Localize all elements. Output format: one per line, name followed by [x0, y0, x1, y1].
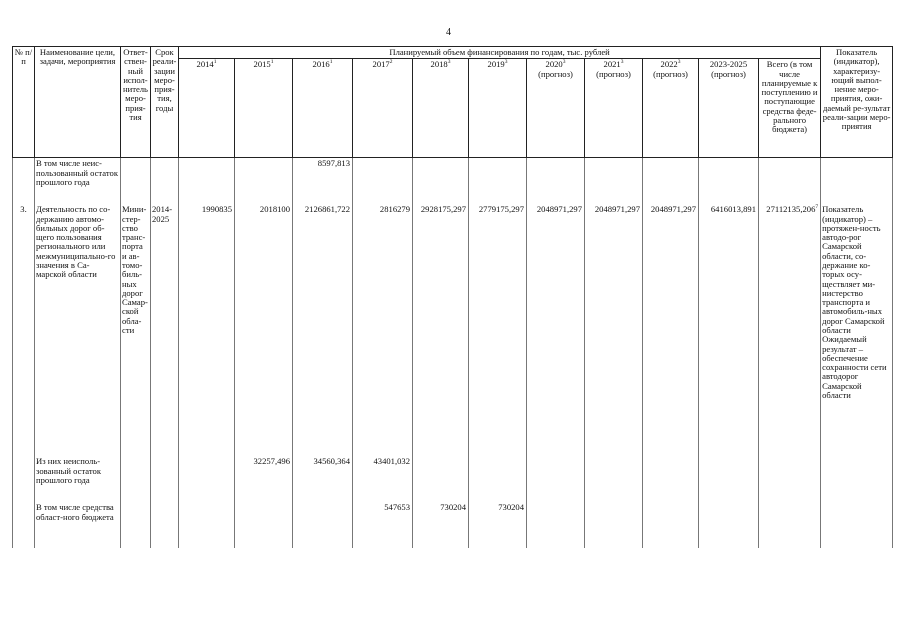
year-footnote: 1: [329, 59, 333, 66]
year-footnote: 3: [504, 59, 508, 66]
header-year: [643, 59, 699, 158]
table-row: [13, 502, 893, 548]
row-value: [235, 158, 293, 205]
row-value: 2779175,297: [469, 204, 527, 456]
row-num: [13, 456, 35, 502]
year-label: 2016: [312, 59, 330, 70]
row-value: [643, 456, 699, 502]
year-footnote: 3: [447, 59, 451, 66]
header-row-top: [13, 47, 893, 59]
row-responsible: [121, 158, 151, 205]
row-value: 2018100: [235, 204, 293, 456]
row-value: [643, 502, 699, 548]
row-total: [759, 204, 821, 456]
header-name: Наименование цели, задачи, мероприятия: [35, 47, 121, 158]
header-year: [699, 59, 759, 158]
row-responsible: Мини-стер-ство транс-порта и ав-томо-биль-ных дорог Самар-ской обла-сти: [121, 204, 151, 456]
row-value: [585, 502, 643, 548]
year-sub: (прогноз): [711, 68, 746, 79]
table-row: [13, 204, 893, 456]
row-value: 2048971,297: [527, 204, 585, 456]
row-value: [469, 456, 527, 502]
row-value: 2048971,297: [643, 204, 699, 456]
year-sub: (прогноз): [596, 68, 631, 79]
row-value: 2816279: [353, 204, 413, 456]
row-value: [469, 158, 527, 205]
year-label: 2019: [487, 59, 505, 70]
header-responsible: Ответ-ствен-ный испол-нитель меро-прия-тия: [121, 47, 151, 158]
row-total: [759, 502, 821, 548]
financing-plan-table: [12, 46, 893, 548]
year-footnote: 1: [270, 59, 274, 66]
row-indicator: Показатель (индикатор) – протяжен-ность автодо-рог Самарской области, со-держание ко-торых осу-ществляет ми-нистерство транспорта и автомобиль-ных дорог Самарской области Ожидаемый результат – обеспечение сохранности сети автодорог Самарской области: [821, 204, 893, 456]
header-year: [413, 59, 469, 158]
row-value: [585, 158, 643, 205]
row-value: [585, 456, 643, 502]
header-year: [585, 59, 643, 158]
row-value: [413, 158, 469, 205]
header-year: [293, 59, 353, 158]
header-year: [527, 59, 585, 158]
header-financing-group: Планируемый объем финансирования по годам, тыс. рублей: [179, 47, 821, 59]
row-value: [413, 456, 469, 502]
row-indicator: [821, 502, 893, 548]
table-row: [13, 456, 893, 502]
row-num: [13, 158, 35, 205]
year-footnote: 2: [389, 59, 393, 66]
row-value: 34560,364: [293, 456, 353, 502]
row-term: 2014-2025: [151, 204, 179, 456]
year-sub: (прогноз): [653, 68, 688, 79]
row-total-value: 27112135,206: [766, 204, 816, 215]
row-name: В том числе средства област-ного бюджета: [35, 502, 121, 548]
year-footnote: 3: [620, 59, 624, 66]
header-year: [353, 59, 413, 158]
year-label: 2023-2025: [709, 59, 748, 70]
row-value: 6416013,891: [699, 204, 759, 456]
header-year: [235, 59, 293, 158]
row-value: [527, 502, 585, 548]
row-value: [353, 158, 413, 205]
row-value: [699, 158, 759, 205]
row-value: [699, 456, 759, 502]
year-label: 2017: [372, 59, 390, 70]
row-name: В том числе неис-пользованный остаток прошлого года: [35, 158, 121, 205]
header-term: Срок реали-зации меро-прия-тия, годы: [151, 47, 179, 158]
year-footnote: 3: [677, 59, 681, 66]
row-value: 1990835: [179, 204, 235, 456]
row-value: [699, 502, 759, 548]
row-name: Деятельность по со-держанию автомо-бильных дорог об-щего пользования регионального или межмуниципально-го значения в Са-марской области: [35, 204, 121, 456]
year-footnote: 3: [562, 59, 566, 66]
row-total-footnote: 7: [815, 204, 819, 211]
row-value: [235, 502, 293, 548]
row-value: 43401,032: [353, 456, 413, 502]
header-year: [469, 59, 527, 158]
row-name: Из них неисполь-зованный остаток прошлого года: [35, 456, 121, 502]
row-value: [293, 502, 353, 548]
header-total: Всего (в том числе планируемые к поступлению и поступающие средства феде-рального бюджета): [759, 59, 821, 158]
row-responsible: [121, 456, 151, 502]
row-value: [527, 158, 585, 205]
row-value: 32257,496: [235, 456, 293, 502]
row-value: 547653: [353, 502, 413, 548]
year-label: 2015: [253, 59, 271, 70]
year-footnote: 1: [213, 59, 217, 66]
table-row: [13, 158, 893, 205]
row-num: 3.: [13, 204, 35, 456]
row-indicator: [821, 456, 893, 502]
year-label: 2014: [196, 59, 214, 70]
row-num: [13, 502, 35, 548]
row-value: 2928175,297: [413, 204, 469, 456]
row-value: [179, 456, 235, 502]
row-value: [527, 456, 585, 502]
row-responsible: [121, 502, 151, 548]
row-value: 730204: [413, 502, 469, 548]
year-label: 2018: [430, 59, 448, 70]
header-indicator: Показатель (индикатор), характеризу-ющий выпол-нение меро-приятия, ожи-даемый ре-зультат реали-зации меро-приятия: [821, 47, 893, 158]
row-indicator: [821, 158, 893, 205]
row-value: [179, 502, 235, 548]
header-year: [179, 59, 235, 158]
row-value: 2126861,722: [293, 204, 353, 456]
page-number: 4: [446, 27, 451, 38]
year-sub: (прогноз): [538, 68, 573, 79]
year-label: 2020: [545, 59, 563, 70]
row-term: [151, 158, 179, 205]
header-num: № п/п: [13, 47, 35, 158]
year-label: 2021: [603, 59, 621, 70]
row-term: [151, 502, 179, 548]
row-value: 2048971,297: [585, 204, 643, 456]
row-value: [179, 158, 235, 205]
row-value: 730204: [469, 502, 527, 548]
row-total: [759, 158, 821, 205]
row-total: [759, 456, 821, 502]
row-value: [643, 158, 699, 205]
year-label: 2022: [660, 59, 678, 70]
row-term: [151, 456, 179, 502]
row-value: 8597,813: [293, 158, 353, 205]
